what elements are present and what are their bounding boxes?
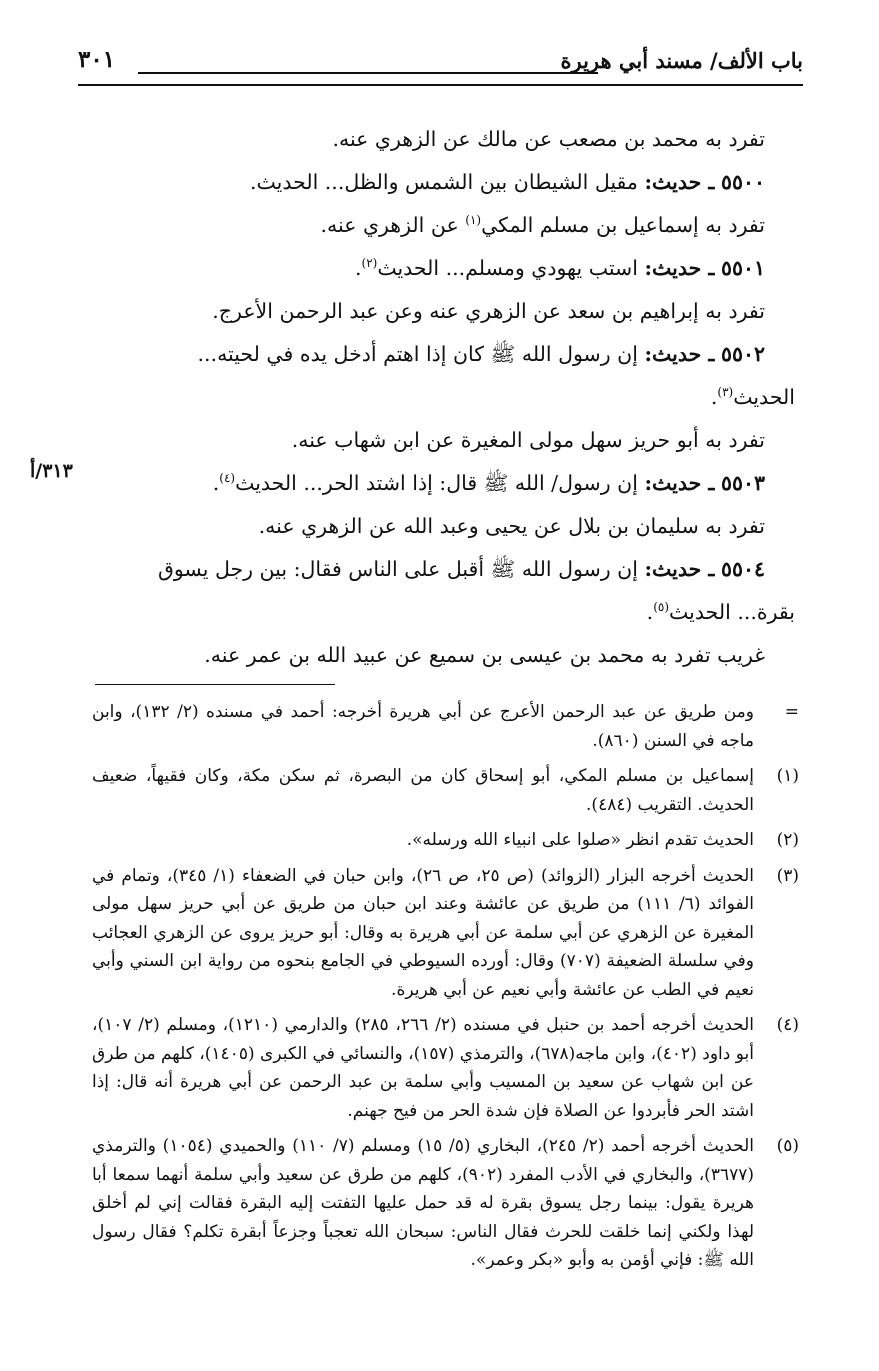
paragraph-5: تفرد به سليمان بن بلال عن يحيى وعبد الله عن الزهري عنه. [258,514,765,538]
hadith-text: إن رسول/ الله ﷺ قال: إذا اشتد الحر... الحديث [235,471,638,495]
paragraph-3: تفرد به إبراهيم بن سعد عن الزهري عنه وعن عبد الرحمن الأعرج. [212,299,765,323]
footnote-mark: (٥) [776,1136,799,1156]
paragraph-text: تفرد به إسماعيل بن مسلم المكي [481,213,765,237]
hadith-5504-continuation: بقرة... الحديث$^{(٥)}$. [646,600,795,624]
footnote-text: الحديث أخرجه أحمد بن حنبل في مسنده (٢/ ٢٦٦، ٢٨٥) والدارمي (١٢١٠)، ومسلم (٢/ ١٠٧)، أبو داود (٤٠٢)، وابن ماجه(٦٧٨)، والترمذي (١٥٧)، والنسائي في الكبرى (١٤٠٥)، كلهم من طرق عن ابن شهاب عن سعيد بن المسيب وأبي سلمة بن عبد الرحمن عن أبي هريرة أنه قال: إذا اشتد الحر فأبردوا عن الصلاة فإن شدة الحر من فيح جهنم. [92,1015,755,1121]
footnote [92,826,799,855]
running-head: باب الألف/ مسند أبي هريرة [560,48,803,73]
footnote-ref: (٢) [361,256,378,271]
footnote-rule [95,684,335,685]
footnote [92,698,799,755]
footnote-text: ومن طريق عن عبد الرحمن الأعرج عن أبي هريرة أخرجه: أحمد في مسنده (٢/ ١٣٢)، وابن ماجه في السنن (٨٦٠). [92,702,754,751]
hadith-number: ٥٥٠٠ [720,170,765,194]
footnote [92,862,799,1005]
footnotes [92,698,799,1282]
footnote-mark: (١) [776,766,799,786]
paragraph-text: عن الزهري عنه. [320,213,459,237]
footnote-ref: (٤) [219,471,236,486]
hadith-label: ـ حديث: [644,342,715,366]
hadith-label: ـ حديث: [644,256,715,280]
footnote-text: إسماعيل بن مسلم المكي، أبو إسحاق كان من البصرة، ثم سكن مكة، وكان فقيهاً، ضعيف الحديث. التقريب (٤٨٤). [92,766,754,815]
margin-folio-ref: ٣١٣/أ [30,460,73,482]
hadith-text: الحديث [733,385,795,409]
hadith-5502 [90,333,765,376]
paragraph-4: تفرد به أبو حريز سهل مولى المغيرة عن ابن شهاب عنه. [291,428,765,452]
paragraph-6: غريب تفرد به محمد بن عيسى بن سميع عن عبيد الله بن عمر عنه. [204,643,765,667]
page-number: ٣٠١ [78,46,116,73]
hadith-number: ٥٥٠٤ [720,557,765,581]
footnote-text: الحديث أخرجه أحمد (٢/ ٢٤٥)، البخاري (٥/ ١٥) ومسلم (٧/ ١١٠) والحميدي (١٠٥٤) والترمذي (٣٦٧٧)، والبخاري في الأدب المفرد (٩٠٢)، كلهم من طرق عن سعيد وأبي سلمة أنهما سمعا أبا هريرة يقول: بينما رجل يسوق بقرة له قد حمل عليها التفتت إليه البقرة فقالت إني لم أخلق لهذا ولكني إنما خلقت للحرث فقال الناس: سبحان الله تعجباً وجزعاً أبقرة تكلم؟ فقال رسول الله ﷺ: فإني أؤمن به وأبو «بكر وعمر». [92,1136,754,1270]
footnote-mark: (٢) [776,830,799,850]
footnote-text: الحديث تقدم انظر «صلوا على انبياء الله ورسله». [406,830,754,850]
hadith-5502-continuation: الحديث$^{(٣)}$. [710,385,795,409]
hadith-number: ٥٥٠١ [720,256,765,280]
hadith-text: بقرة... الحديث [669,600,795,624]
hadith-number: ٥٥٠٢ [720,342,765,366]
footnote [92,1132,799,1275]
hadith-text: استب يهودي ومسلم... الحديث [377,256,638,280]
hadith-5500 [90,161,765,204]
footnote-ref: (١) [465,213,482,228]
footnote-mark: (٤) [776,1015,799,1035]
hadith-label: ـ حديث: [644,557,715,581]
paragraph-2 [90,204,765,247]
main-text [90,118,795,677]
paragraph-1: تفرد به محمد بن مصعب عن مالك عن الزهري عنه. [332,127,765,151]
hadith-number: ٥٥٠٣ [720,471,765,495]
footnote-mark: = [784,702,799,722]
hadith-text: إن رسول الله ﷺ أقبل على الناس فقال: بين رجل يسوق [157,557,638,581]
footnote [92,1011,799,1125]
footnote [92,762,799,819]
hadith-label: ـ حديث: [644,170,715,194]
hadith-5503: ٥٥٠٣ ـ حديث: إن رسول/ الله ﷺ قال: إذا اشتد الحر... الحديث$^{(٤)}$. [212,471,765,495]
footnote-text: الحديث أخرجه البزار (الزوائد) (ص ٢٥، ص ٢٦)، وابن حبان في الضعفاء (١/ ٣٤٥)، وتمام في الفوائد (٦/ ١١١) من طريق عن عائشة وعند ابن حبان من طريق عن أبي حريز سهل مولى المغيرة عن الزهري عن أبي سلمة عن أبي هريرة به وقال: أبو حريز يروى عن الزهري العجائب وفي سلسلة الضعيفة (٧٠٧) وقال: أورده السيوطي في الجامع بنحوه من رواية ابن السني وأبي نعيم في الطب عن عائشة وأبي نعيم عن أبي هريرة. [92,865,755,1000]
hadith-5504 [90,548,765,591]
header-underline [78,84,803,86]
page-header [78,42,803,88]
hadith-text: إن رسول الله ﷺ كان إذا اهتم أدخل يده في لحيته... [197,342,638,366]
hadith-text: مقيل الشيطان بين الشمس والظل... الحديث. [249,170,638,194]
footnote-ref: (٣) [717,385,734,400]
hadith-label: ـ حديث: [644,471,715,495]
footnote-ref: (٥) [653,600,670,615]
hadith-5501: ٥٥٠١ ـ حديث: استب يهودي ومسلم... الحديث$^{(٢)}$. [354,256,765,280]
header-rule [138,72,598,74]
footnote-mark: (٣) [776,865,799,886]
